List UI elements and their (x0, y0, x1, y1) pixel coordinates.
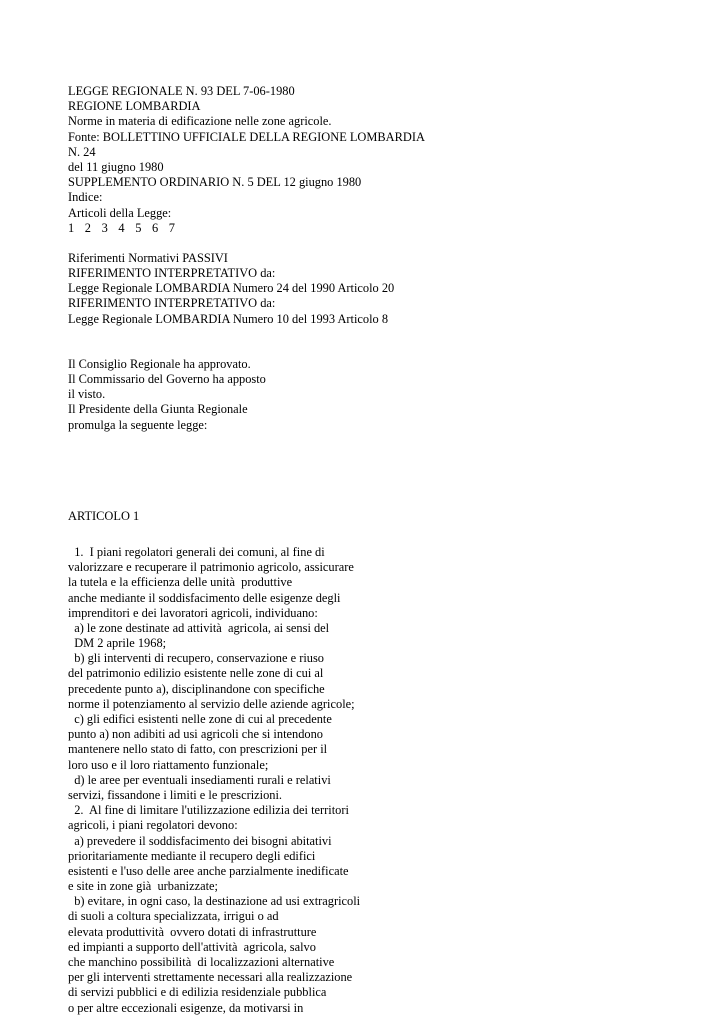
article-text-line: precedente punto a), disciplinandone con specifiche (68, 681, 325, 696)
article-text-line: agricoli, i piani regolatori devono: (68, 818, 238, 833)
article-text-line: valorizzare e recuperare il patrimonio agricolo, assicurare (68, 560, 354, 575)
article-link-5[interactable]: 5 (135, 220, 142, 235)
promulgation-line: il visto. (68, 387, 106, 402)
article-text-line: punto a) non adibiti ad usi agricoli che si intendono (68, 727, 323, 742)
article-text-line: imprenditori e dei lavoratori agricoli, individuano: (68, 605, 318, 620)
article-text-line: c) gli edifici esistenti nelle zone di cui al precedente (68, 712, 332, 726)
article-link-3[interactable]: 3 (101, 220, 108, 235)
article-text-line: la tutela e la efficienza delle unità produttive (68, 575, 293, 590)
article-text-line: loro uso e il loro riattamento funzionale; (68, 757, 269, 772)
article-text-line: e site in zone già urbanizzate; (68, 879, 218, 894)
reference-type: RIFERIMENTO INTERPRETATIVO da: (68, 296, 276, 311)
article-link-4[interactable]: 4 (118, 220, 125, 235)
article-text-line: 2. Al fine di limitare l'utilizzazione edilizia dei territori (68, 803, 349, 818)
article-text-line: di servizi pubblici e di edilizia residenziale pubblica (68, 985, 327, 1000)
normative-references (68, 251, 708, 327)
source-line: Fonte: BOLLETTINO UFFICIALE DELLA REGIONE LOMBARDIA (68, 129, 425, 144)
region-name: REGIONE LOMBARDIA (68, 99, 201, 114)
article-text-line: del patrimonio edilizio esistente nelle zone di cui al (68, 666, 324, 681)
law-subject: Norme in materia di edificazione nelle zone agricole. (68, 114, 332, 129)
article-text-line: ed impianti a supporto dell'attività agricola, salvo (68, 939, 316, 954)
article-text-line: servizi, fissandone i limiti e le prescrizioni. (68, 787, 283, 802)
references-heading: Riferimenti Normativi PASSIVI (68, 250, 228, 265)
articles-label: Articoli della Legge: (68, 205, 172, 220)
promulgation-formula (68, 357, 708, 433)
article-text-line: a) le zone destinate ad attività agricola, ai sensi del (68, 620, 330, 635)
index-label: Indice: (68, 190, 103, 205)
promulgation-line: promulga la seguente legge: (68, 417, 208, 432)
article-link-2[interactable]: 2 (84, 220, 91, 235)
document-page (68, 84, 708, 1016)
article-text-line: 1. I piani regolatori generali dei comuni, al fine di (68, 544, 325, 559)
article-body (68, 545, 708, 1016)
law-header (68, 84, 708, 236)
reference-link[interactable]: Legge Regionale LOMBARDIA Numero 10 del 1993 Articolo 8 (68, 311, 389, 326)
article-text-line: che manchino possibilità di localizzazioni alternative (68, 955, 335, 969)
article-text-line: norme il potenziamento al servizio delle aziende agricole; (68, 696, 355, 711)
promulgation-line: Il Presidente della Giunta Regionale (68, 402, 248, 417)
source-number: N. 24 (68, 144, 96, 159)
law-title: LEGGE REGIONALE N. 93 DEL 7-06-1980 (68, 84, 295, 98)
article-text-line: per gli interventi strettamente necessari alla realizzazione (68, 970, 353, 985)
article-text-line: a) prevedere il soddisfacimento dei bisogni abitativi (68, 833, 332, 848)
article-text-line: mantenere nello stato di fatto, con prescrizioni per il (68, 742, 328, 757)
article-text-line: DM 2 aprile 1968; (68, 636, 167, 651)
article-text-line: elevata produttività ovvero dotati di infrastrutture (68, 924, 317, 939)
article-link-7[interactable]: 7 (168, 220, 175, 235)
article-index (68, 221, 708, 236)
article-text-line: di suoli a coltura specializzata, irrigui o ad (68, 909, 279, 924)
source-date: del 11 giugno 1980 (68, 159, 164, 174)
reference-link[interactable]: Legge Regionale LOMBARDIA Numero 24 del 1990 Articolo 20 (68, 281, 395, 296)
article-text-line: prioritariamente mediante il recupero degli edifici (68, 848, 316, 863)
reference-type: RIFERIMENTO INTERPRETATIVO da: (68, 266, 276, 281)
article-link-1[interactable]: 1 (68, 220, 75, 235)
article-text-line: esistenti e l'uso delle aree anche parzialmente inedificate (68, 863, 349, 878)
supplement-line: SUPPLEMENTO ORDINARIO N. 5 DEL 12 giugno 1980 (68, 175, 362, 190)
promulgation-line: Il Commissario del Governo ha apposto (68, 372, 266, 386)
article-text-line: b) gli interventi di recupero, conservazione e riuso (68, 651, 324, 666)
promulgation-line: Il Consiglio Regionale ha approvato. (68, 356, 251, 371)
article-text-line: d) le aree per eventuali insediamenti rurali e relativi (68, 772, 331, 787)
article-text-line: anche mediante il soddisfacimento delle esigenze degli (68, 590, 341, 605)
article-heading: ARTICOLO 1 (68, 508, 140, 523)
article-text-line: o per altre eccezionali esigenze, da motivarsi in (68, 1000, 304, 1015)
article-link-6[interactable]: 6 (151, 220, 159, 235)
article-text-line: b) evitare, in ogni caso, la destinazione ad usi extragricoli (68, 894, 361, 909)
